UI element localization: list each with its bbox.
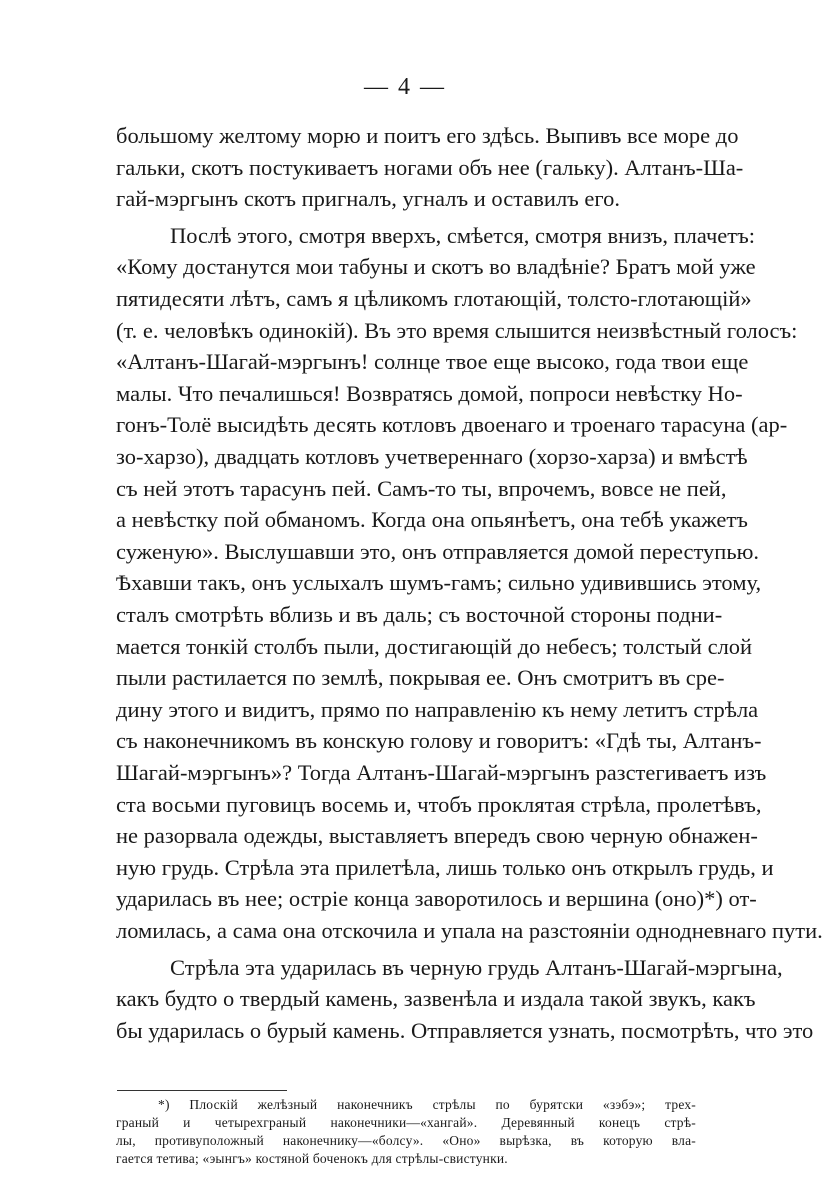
body-line: ную грудь. Стрѣла эта прилетѣла, лишь только онъ открылъ грудь, и <box>116 854 774 880</box>
body-line: Стрѣла эта ударилась въ черную грудь Алтанъ-Шагай-мэргына, <box>170 954 783 980</box>
body-line: зо-харзо), двадцать котловъ учетвереннаго (хорзо-харза) и вмѣстѣ <box>116 444 748 469</box>
footnote-line: *) Плоскій желѣзный наконечникъ стрѣлы по бурятски «зэбэ»; трех- <box>158 1097 696 1112</box>
body-line: гальки, скотъ постукиваетъ ногами объ нее (гальку). Алтанъ-Ша- <box>116 154 744 180</box>
footnote-line: граный и четырехграный наконечники—«хангай». Деревянный конецъ стрѣ- <box>116 1115 696 1130</box>
body-line: Шагай-мэргынъ»? Тогда Алтанъ-Шагай-мэргынъ разстегиваетъ изъ <box>116 760 767 785</box>
body-line: Послѣ этого, смотря вверхъ, смѣется, смотря внизъ, плачетъ: <box>170 222 755 248</box>
body-line: большому желтому морю и поитъ его здѣсь. Выпивъ все море до <box>116 123 739 148</box>
body-line: бы ударилась о бурый камень. Отправляется узнать, посмотрѣть, что это <box>116 1017 814 1043</box>
body-line: гонъ-Толё высидѣть десять котловъ двоенаго и троенаго тарасуна (ар- <box>116 412 788 438</box>
body-line: съ наконечникомъ въ конскую голову и говоритъ: «Гдѣ ты, Алтанъ- <box>116 728 762 754</box>
body-line: сталъ смотрѣть вблизь и въ даль; съ восточной стороны подни- <box>116 602 723 627</box>
body-line: гай-мэргынъ скотъ пригналъ, угналъ и оставилъ его. <box>116 186 620 212</box>
body-line: Ѣхавши такъ, онъ услыхалъ шумъ-гамъ; сильно удивившись этому, <box>116 570 762 596</box>
body-line: а невѣстку пой обманомъ. Когда она опьянѣетъ, она тебѣ укажетъ <box>116 507 748 533</box>
body-line: пыли растилается по землѣ, покрывая ее. Онъ смотритъ въ сре- <box>116 665 725 691</box>
body-line: суженую». Выслушавши это, онъ отправляется домой переступью. <box>116 538 760 564</box>
body-line: «Кому достанутся мои табуны и скотъ во владѣніе? Братъ мой уже <box>116 254 756 280</box>
body-line: дину этого и видитъ, прямо по направленію къ нему летитъ стрѣла <box>116 696 759 722</box>
body-line: съ ней этотъ тарасунъ пей. Самъ-то ты, впрочемъ, вовсе не пей, <box>116 475 727 501</box>
body-line: ломилась, а сама она отскочила и упала на разстояніи однодневнаго пути. <box>116 918 823 943</box>
footnote-line: лы, противуположный наконечнику—«болсу». «Оно» вырѣзка, въ которую вла- <box>116 1133 696 1148</box>
footnote-line: гается тетива; «эынгъ» костяной боченокъ для стрѣлы-свистунки. <box>116 1151 508 1166</box>
body-line: «Алтанъ-Шагай-мэргынъ! солнце твое еще высоко, года твои еще <box>116 349 749 375</box>
body-line: какъ будто о твердый камень, зазвенѣла и издала такой звукъ, какъ <box>116 986 756 1012</box>
page-number: — 4 — <box>364 74 446 100</box>
body-line: (т. е. человѣкъ одинокій). Въ это время слышится неизвѣстный голосъ: <box>116 317 798 343</box>
footnote-rule <box>117 1090 287 1091</box>
body-line: мается тонкій столбъ пыли, достигающій до небесъ; толстый слой <box>116 633 753 659</box>
body-line: малы. Что печалишься! Возвратясь домой, попроси невѣстку Но- <box>116 380 743 406</box>
body-line: ударилась въ нее; острiе конца заворотилось и вершина (оно)*) от- <box>116 886 757 912</box>
body-line: пятидесяти лѣтъ, самъ я цѣликомъ глотающій, толсто-глотающій» <box>116 286 752 311</box>
body-line: не разорвала одежды, выставляетъ впередъ свою черную обнажен- <box>116 823 758 849</box>
body-line: ста восьми пуговицъ восемь и, чтобъ проклятая стрѣла, пролетѣвъ, <box>116 791 762 817</box>
